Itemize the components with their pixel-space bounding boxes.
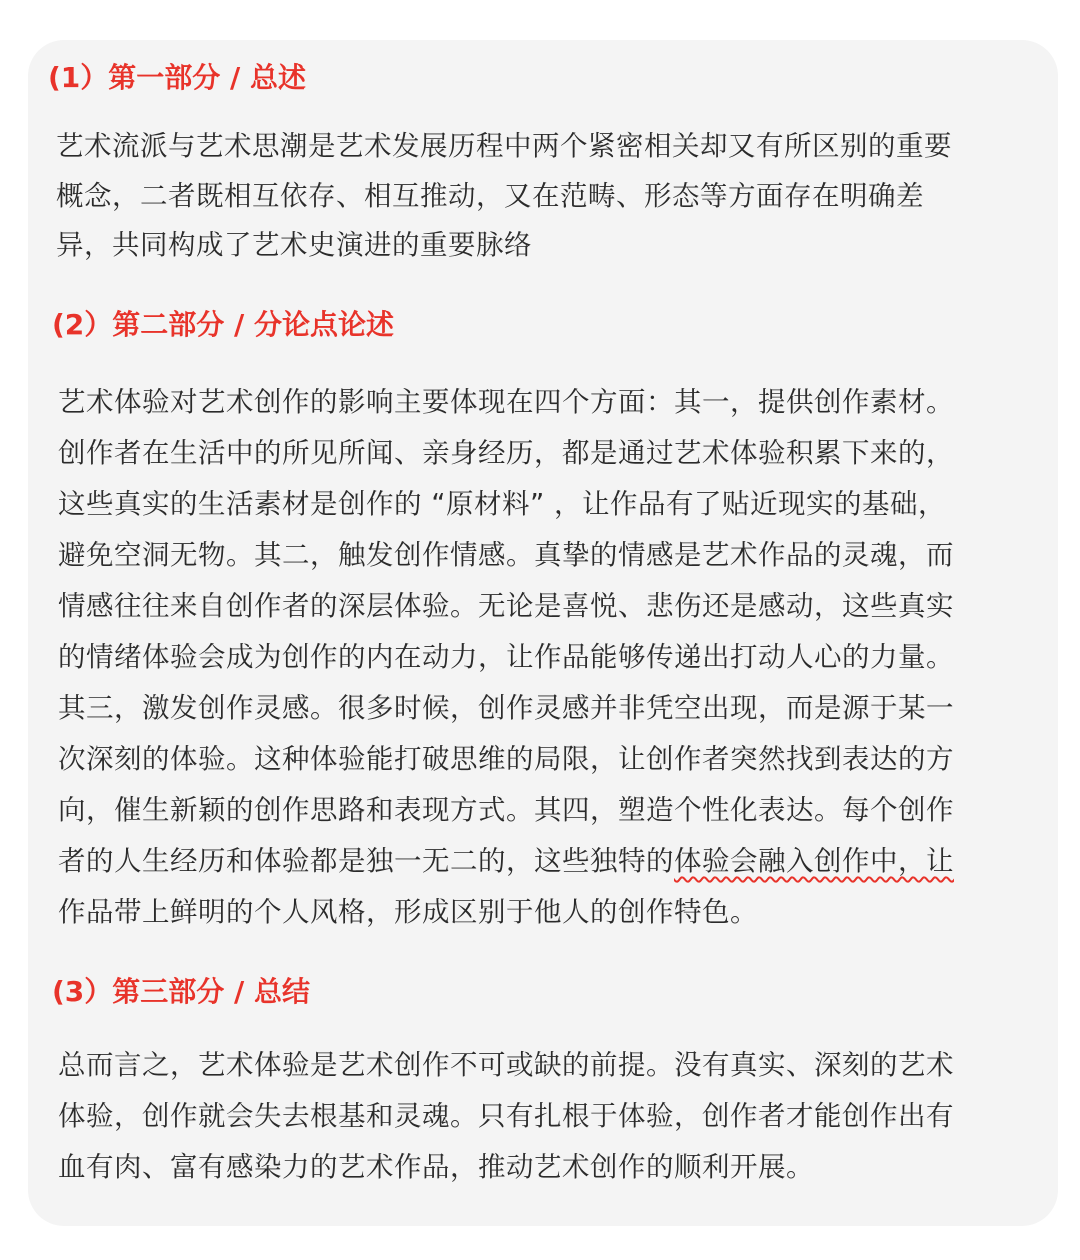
section-2-heading: (2）第二部分 / 分论点论述	[52, 308, 395, 341]
paragraph-line: 体验，创作就会失去根基和灵魂。只有扎根于体验，创作者才能创作出有	[58, 1100, 954, 1132]
section-3-paragraph	[58, 1040, 954, 1193]
paragraph-line: 其三，激发创作灵感。很多时候，创作灵感并非凭空出现，而是源于某一	[58, 692, 954, 724]
paragraph-line: 作品带上鲜明的个人风格，形成区别于他人的创作特色。	[58, 896, 758, 928]
paragraph-line: 情感往往来自创作者的深层体验。无论是喜悦、悲伤还是感动，这些真实	[58, 590, 954, 622]
section-3-heading: (3）第三部分 / 总结	[52, 975, 311, 1008]
paragraph-line: 艺术流派与艺术思潮是艺术发展历程中两个紧密相关却又有所区别的重要	[56, 130, 952, 162]
paragraph-line: 次深刻的体验。这种体验能打破思维的局限，让创作者突然找到表达的方	[58, 743, 954, 775]
paragraph-line: 创作者在生活中的所见所闻、亲身经历，都是通过艺术体验积累下来的，	[58, 437, 954, 469]
paragraph-line: 避免空洞无物。其二，触发创作情感。真挚的情感是艺术作品的灵魂，而	[58, 539, 954, 571]
paragraph-line: 的情绪体验会成为创作的内在动力，让作品能够传递出打动人心的力量。	[58, 641, 954, 673]
paragraph-line: 概念，二者既相互依存、相互推动，又在范畴、形态等方面存在明确差	[56, 179, 924, 212]
paragraph-line: 艺术体验对艺术创作的影响主要体现在四个方面：其一，提供创作素材。	[58, 386, 954, 418]
spellcheck-marked-text: 体验会融入创作中，让	[674, 845, 954, 877]
paragraph-line: 异，共同构成了艺术史演进的重要脉络	[56, 229, 532, 261]
paragraph-line: 这些真实的生活素材是创作的 “原材料” ，让作品有了贴近现实的基础，	[58, 488, 946, 520]
section-1-paragraph	[56, 122, 952, 271]
paragraph-line: 总而言之，艺术体验是艺术创作不可或缺的前提。没有真实、深刻的艺术	[58, 1049, 954, 1081]
section-1-heading: (1）第一部分 / 总述	[48, 61, 307, 94]
paragraph-line: 向，催生新颖的创作思路和表现方式。其四，塑造个性化表达。每个创作	[58, 794, 954, 826]
paragraph-line	[58, 836, 954, 887]
paragraph-text: 者的人生经历和体验都是独一无二的，这些独特的	[58, 845, 674, 877]
section-2-paragraph	[58, 377, 954, 938]
paragraph-line: 血有肉、富有感染力的艺术作品，推动艺术创作的顺利开展。	[58, 1151, 814, 1183]
